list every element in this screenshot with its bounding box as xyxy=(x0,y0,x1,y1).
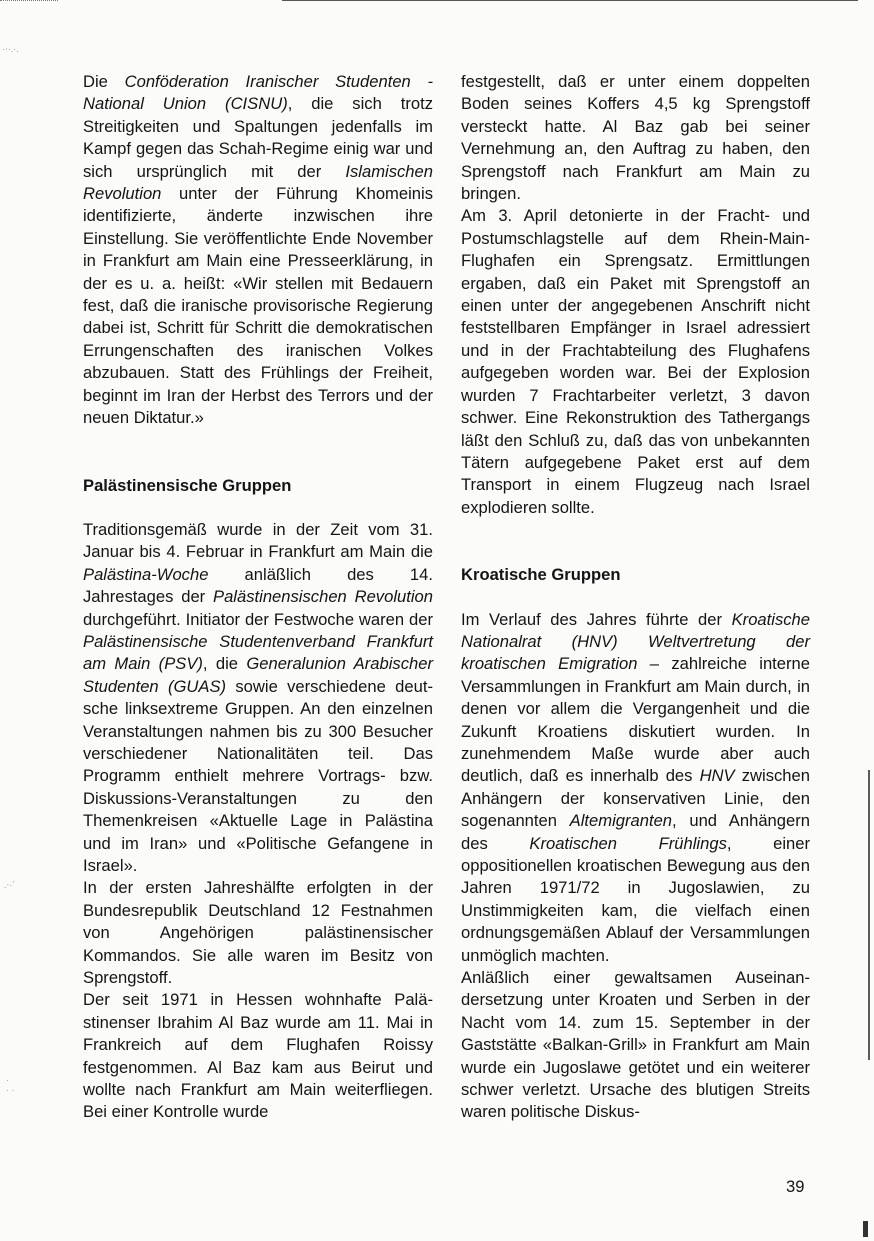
paragraph: Im Verlauf des Jahres führte der Kroatische Nationalrat (HNV) Weltvertretung der kroatischen Emigration – zahlreiche interne Versammlungen in Frankfurt am Main durch, in denen vor allem die Vergangenheit und die Zukunft Kroatiens diskutiert wurden. In zunehmendem Maße wurde aber auch deutlich, daß es innerhalb des HNV zwischen Anhängern der konservativen Linie, den sogenannten Altemigranten, und Anhängern des Kroatischen Frühlings, einer oppositionellen kroatischen Bewegung aus den Jahren 1971/72 in Jugoslawien, zu Unstimmigkeiten kam, die vielfach einen ordnungsgemäßen Ablauf der Versammlungen unmöglich machten. xyxy=(461,609,810,965)
scan-margin-speck: · · · xyxy=(6,1075,15,1095)
section-heading-croatian: Kroatische Gruppen xyxy=(461,565,621,585)
paragraph: Anläßlich einer gewaltsamen Auseinandersetzung unter Kroaten und Serben in der Nacht vom 14. zum 15. September in der Gaststätte «Balkan-Grill» in Frankfurt am Main wurde ein Jugoslawe getötet und ein weiterer schwer verletzt. Ursache des blutigen Streits waren politische Diskus- xyxy=(461,968,810,1122)
scan-margin-speck: .‧·´ xyxy=(4,880,16,890)
paragraph: Der seit 1971 in Hessen wohnhafte Palästinenser Ibrahim Al Baz wurde am 11. Mai in Frankreich auf dem Flughafen Roissy festgenommen. Al Baz kam aus Beirut und wollte nach Frankfurt am Main weiterfliegen. Bei einer Kontrolle wurde xyxy=(83,990,433,1122)
scan-top-edge-right xyxy=(282,0,858,2)
scan-edge-bar xyxy=(868,770,870,1060)
section-heading-palestinian: Palästinensische Gruppen xyxy=(83,475,292,495)
scan-corner-mark xyxy=(863,1221,868,1237)
paragraph: Am 3. April detonierte in der Fracht- und Postumschlagstelle auf dem Rhein-Main-Flughafen ein Sprengsatz. Ermittlungen ergaben, daß ein Paket mit Sprengstoff an einen unter der angegebenen Anschrift nicht feststellbaren Empfänger in Israel adressiert und in der Frachtabteilung des Flughafens aufgegeben worden war. Bei der Explosion wurden 7 Frachtarbeiter verletzt, 3 davon schwer. Eine Rekonstruktion des Tathergangs läßt den Schluß zu, daß das von unbekannten Tätern aufgegebene Paket erst auf dem Transport in einem Flugzeug nach Israel explodieren sollte. xyxy=(461,206,810,517)
paragraph: In der ersten Jahreshälfte erfolgten in der Bundesrepublik Deutschland 12 Festnahmen von Angehörigen palästinensischer Kommandos. Sie alle waren im Besitz von Sprengstoff. xyxy=(83,878,433,988)
paragraph: Die Conföderation Iranischer Studenten - National Union (CISNU), die sich trotz Streitigkeiten und Spaltungen jedenfalls im Kampf gegen das Schah-Regime einig war und sich ursprünglich mit der Islamischen Revolution unter der Führung Khomeinis identifizierte, änderte inzwischen ihre Einstellung. Sie veröffentlichte Ende November in Frankfurt am Main eine Presseerklärung, in der es u. a. heißt: «Wir stellen mit Bedauern fest, daß die iranische provisorische Regierung dabei ist, Schritt für Schritt die demokratischen Errungenschaften des iranischen Volkes abzubauen. Statt des Frühlings der Freiheit, beginnt im Iran der Herbst des Terrors und der neuen Diktatur.» xyxy=(83,72,433,428)
paragraph: festgestellt, daß er unter einem doppelten Boden seines Koffers 4,5 kg Sprengstoff versteckt hatte. Al Baz gab bei seiner Vernehmung an, den Auftrag zu haben, den Sprengstoff nach Frankfurt am Main zu bringen. xyxy=(461,72,810,204)
scan-margin-speck: ·‧·.·. xyxy=(2,44,19,54)
paragraph: Traditionsgemäß wurde in der Zeit vom 31. Januar bis 4. Februar in Frankfurt am Main die Palästina-Woche anläßlich des 14. Jahrestages der Palästinensischen Revolution durchgeführt. Initiator der Festwoche waren der Palästinensische Studentenverband Frankfurt am Main (PSV), die Generalunion Arabischer Studenten (GUAS) sowie verschiedene deutsche linksextreme Gruppen. An den einzelnen Veranstaltungen nahmen bis zu 300 Besucher verschiedener Nationalitäten teil. Das Programm enthielt mehrere Vortrags- bzw. Diskussions-Veranstaltungen zu den Themenkreisen «Aktuelle Lage in Palästina und im Iran» und «Politische Gefangene in Israel». xyxy=(83,519,433,875)
right-column xyxy=(461,71,810,1124)
page-number: 39 xyxy=(786,1177,805,1196)
scan-top-edge-left xyxy=(0,0,58,2)
left-column xyxy=(83,71,433,1124)
